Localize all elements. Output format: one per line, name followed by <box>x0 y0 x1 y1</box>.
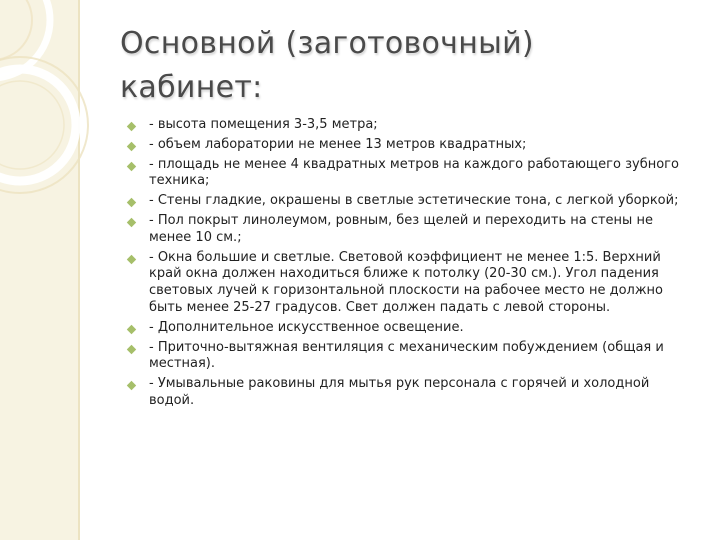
list-item-text: - площадь не менее 4 квадратных метров на каждого работающего зубного техника; <box>149 156 679 189</box>
list-item-text: - высота помещения 3-3,5 метра; <box>149 117 378 132</box>
list-item <box>126 157 692 191</box>
bullet-icon <box>126 254 137 265</box>
list-item-text: - Дополнительное искусственное освещение. <box>149 319 464 335</box>
list-item <box>126 376 692 410</box>
list-item-text: - Умывальные раковины для мытья рук персонала с горячей и холодной водой. <box>149 376 650 408</box>
decorative-circles <box>0 0 120 540</box>
list-item <box>126 340 692 374</box>
bullet-icon <box>126 121 137 132</box>
list-item <box>126 137 692 154</box>
title-line-1: Основной (заготовочный) <box>120 26 534 61</box>
list-item <box>126 320 692 337</box>
bullet-icon <box>126 161 137 172</box>
title-line-2: кабинет: <box>120 70 263 105</box>
page-title <box>120 22 680 110</box>
requirements-list <box>126 117 692 413</box>
list-item-text: - Приточно-вытяжная вентиляция с механическим побуждением (общая и местная). <box>149 339 664 372</box>
bullet-icon <box>126 141 137 152</box>
bullet-icon <box>126 217 137 228</box>
list-item <box>126 117 692 134</box>
list-item-text: - Стены гладкие, окрашены в светлые эстетические тона, с легкой уборкой; <box>149 193 679 209</box>
bullet-icon <box>126 197 137 208</box>
bullet-icon <box>126 380 137 391</box>
bullet-icon <box>126 344 137 355</box>
list-item-text: - объем лаборатории не менее 13 метров квадратных; <box>149 136 527 152</box>
list-item <box>126 250 692 317</box>
list-item-text: - Окна большие и светлые. Световой коэффициент не менее 1:5. Верхний край окна должен находиться ближе к потолку (20-30 см.). Угол падения световых лучей к горизонтальной плоскости на рабочее место не должно быть менее 25-27 градусов. Свет должен падать с левой стороны. <box>149 249 663 315</box>
list-item-text: - Пол покрыт линолеумом, ровным, без щелей и переходить на стены не менее 10 см.; <box>149 212 653 245</box>
bullet-icon <box>126 324 137 335</box>
list-item <box>126 213 692 247</box>
list-item <box>126 193 692 210</box>
